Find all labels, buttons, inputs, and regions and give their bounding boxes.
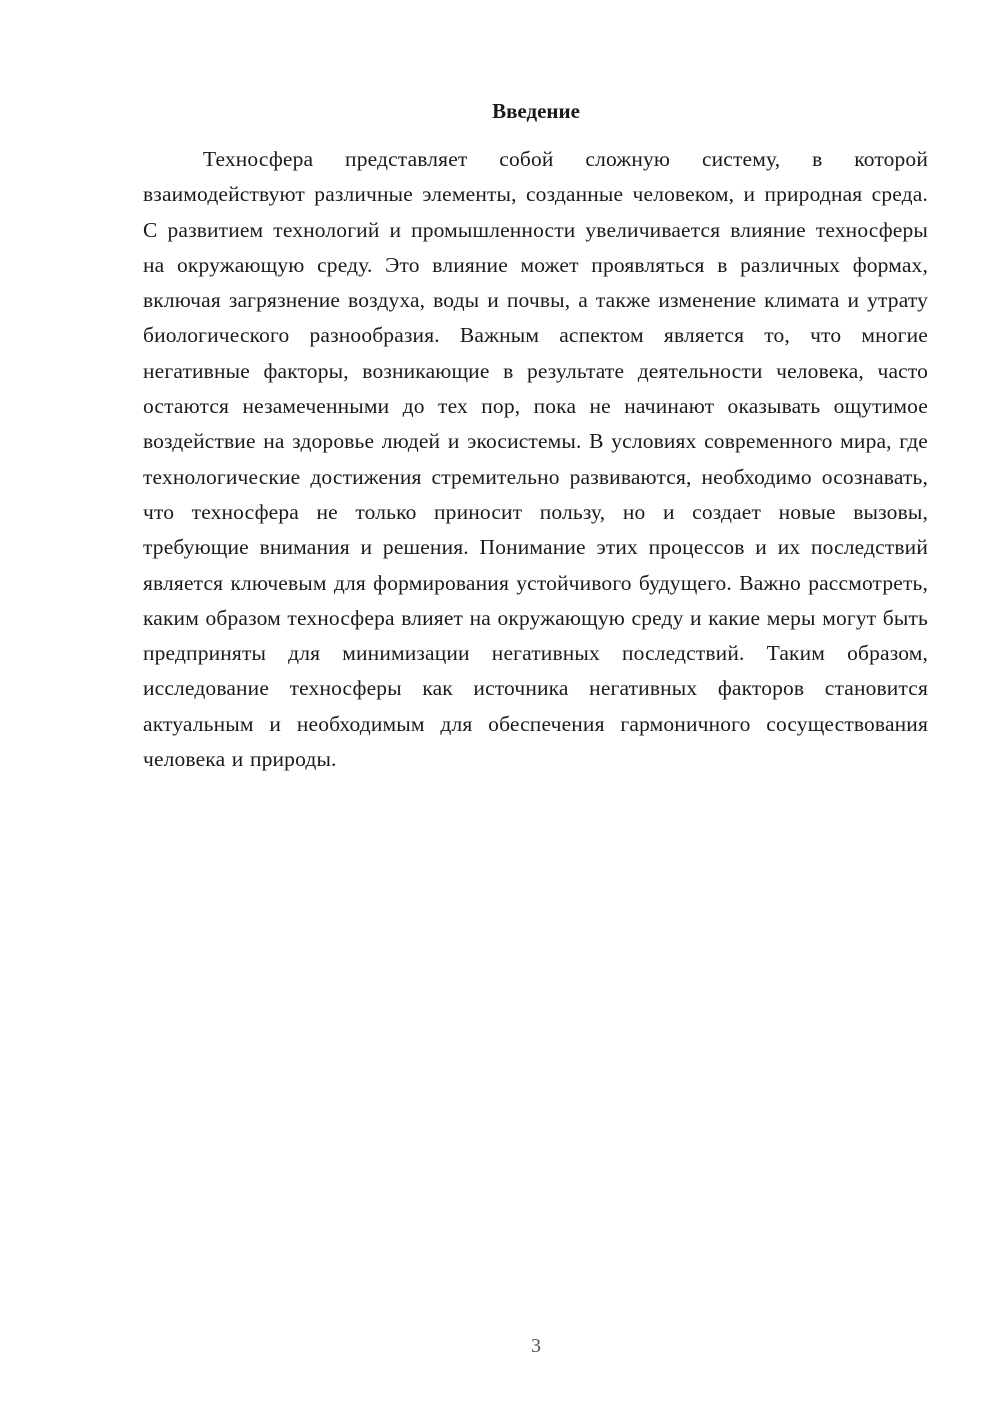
body-paragraph: Техносфера представляет собой сложную систему, в которой взаимодействуют различные элементы, созданные человеком, и природная среда. С развитием технологий и промышленности увеличивается влияние техносферы на окружающую среду. Это влияние может проявляться в различных формах, включая загрязнение воздуха, воды и почвы, а также изменение климата и утрату биологического разнообразия. Важным аспектом является то, что многие негативные факторы, возникающие в результате деятельности человека, часто остаются незамеченными до тех пор, пока не начинают оказывать ощутимое воздействие на здоровье людей и экосистемы. В условиях современного мира, где технологические достижения стремительно развиваются, необходимо осознавать, что техносфера не только приносит пользу, но и создает новые вызовы, требующие внимания и решения. Понимание этих процессов и их последствий является ключевым для формирования устойчивого будущего. Важно рассмотреть, каким образом техносфера влияет на окружающую среду и какие меры могут быть предприняты для минимизации негативных последствий. Таким образом, исследование техносферы как источника негативных факторов становится актуальным и необходимым для обеспечения гармоничного сосуществования человека и природы. (143, 147, 928, 772)
page-number: 3 (531, 1335, 541, 1357)
section-heading: Введение (492, 99, 580, 123)
